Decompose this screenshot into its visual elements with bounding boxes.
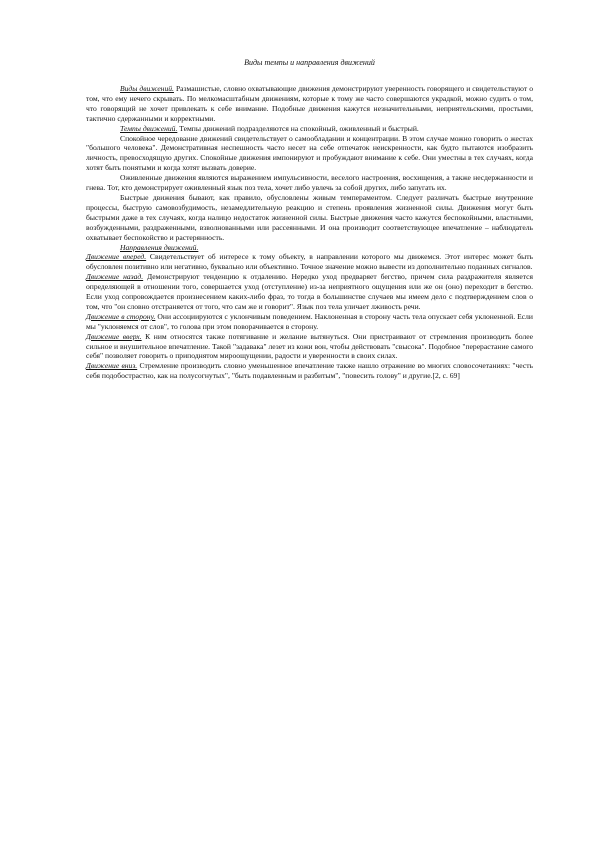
paragraph-backward-text: Демонстрируют тенденцию к отдалению. Нередко уход предваряет бегство, причем сила раздражителя является определяющей в отношении того, совершается уход (отступление) из-за неприятного ощущения или же он (оно) переходит в бегство. Если уход сопровождается произнесением каких-либо фраз, то тогда в большинстве случаев мы имеем дело с подтверждением слов о том, что "он словно отстраняется от того, что сам же и говорит". Язык поз тела уличает лживость речи. — [86, 272, 534, 311]
paragraph-forward-text: Свидетельствует об интересе к тому объекту, в направлении которого мы движемся. Этот интерес может быть обусловлен позитивно или негативно, буквально или объективно. Точное значение можно вывести из дополнительно поданных сигналов. — [86, 252, 533, 272]
paragraph-types-text: Размашистые, словно охватывающие движения демонстрируют уверенность говорящего и свидетельствуют о том, что ему нечего скрывать. По мелкомасштабным движениям, которые к тому же часто совершаются украдкой, можно судить о том, что говорящий не хочет привлекать к себе внимание. Подобные движения кажутся незначительными, неприятельскими, простыми, тактично сдержанными и корректными. — [86, 84, 533, 123]
paragraph-tempo — [86, 124, 533, 134]
term-sideways: Движение в сторону. — [86, 311, 156, 321]
term-backward: Движение назад. — [86, 272, 144, 282]
term-down: Движение вниз. — [86, 361, 138, 371]
paragraph-tempo-text: Темпы движений подразделяются на спокойный, оживленный и быстрый. — [177, 123, 419, 133]
paragraph-types — [86, 84, 533, 124]
paragraph-sideways — [86, 312, 533, 332]
term-types: Виды движений. — [120, 84, 174, 93]
paragraph-up-text: К ним относятся также потягивание и желание вытянуться. Они пристраивают от стремления производить более сильное и внушительное впечатление. Такой "задавака" лезет из кожи вон, чтобы действовать "свысока". Подобное "перерастание самого себя" позволяет говорить о приподнятом мироощущении, радости и уверенности в своих силах. — [86, 331, 534, 361]
paragraph-down — [86, 361, 533, 381]
paragraph-fast: Быстрые движения бывают, как правило, обусловлены живым темпераментом. Следует различать быстрые внутренние процессы, быструю самовозбудимость, незамедлительную реакцию и степень проявления жизненной силы. Движения могут быть быстрыми даже в тех случаях, когда налицо недостаток жизненной силы. Быстрые движения часто кажутся беспокойными, властными, возбужденными, раздраженными, взволнованными или рассеянными. И она производит соответствующее впечатление – наблюдатель охватывает беспокойство и растерянность. — [86, 192, 533, 242]
paragraph-up — [86, 332, 533, 362]
paragraph-backward — [86, 272, 533, 312]
section-heading-directions — [86, 243, 533, 253]
document-title: Виды темпы и направления движений — [244, 58, 375, 67]
paragraph-down-text: Стремление производить словно уменьшенное впечатление также нашло отражение во многих словосочетаниях: "честь себя подобострастно, как на полусогнутых", "быть подавленным и разбитым", "повесить голову" и другие.[2, с. 69] — [86, 361, 533, 381]
paragraph-sideways-text: Они ассоциируются с уклончивым поведением. Наклоненная в сторону часть тела опускает себя уклоненной. Если мы "уклоняемся от слов", то голова при этом поворачивается в сторону. — [86, 311, 534, 331]
paragraph-forward — [86, 252, 533, 272]
term-tempo: Темпы движений. — [120, 123, 178, 133]
term-up: Движение вверх. — [86, 331, 142, 341]
paragraph-calm: Спокойное чередование движений свидетельствует о самообладании и концентрации. В этом случае можно говорить о жестах "большого человека". Демонстративная неспешность часто несет на себе отпечаток неискренности, как будто пытаются изобразить личность, превосходящую других. Спокойные движения импонируют и пробуждают внимание к себе. Они уместны в тех случаях, когда хотят быть понятыми и когда хотят вызвать доверие. — [86, 133, 533, 173]
paragraph-lively: Оживленные движения являются выражением импульсивности, веселого настроения, восхищения, а также несдержанности и гнева. Тот, кто демонстрирует оживленный язык поз тела, хочет либо увлечь за собой других, либо запугать их. — [86, 173, 533, 193]
term-forward: Движение вперед. — [86, 252, 147, 262]
section-heading-text: Направления движений. — [120, 242, 199, 252]
